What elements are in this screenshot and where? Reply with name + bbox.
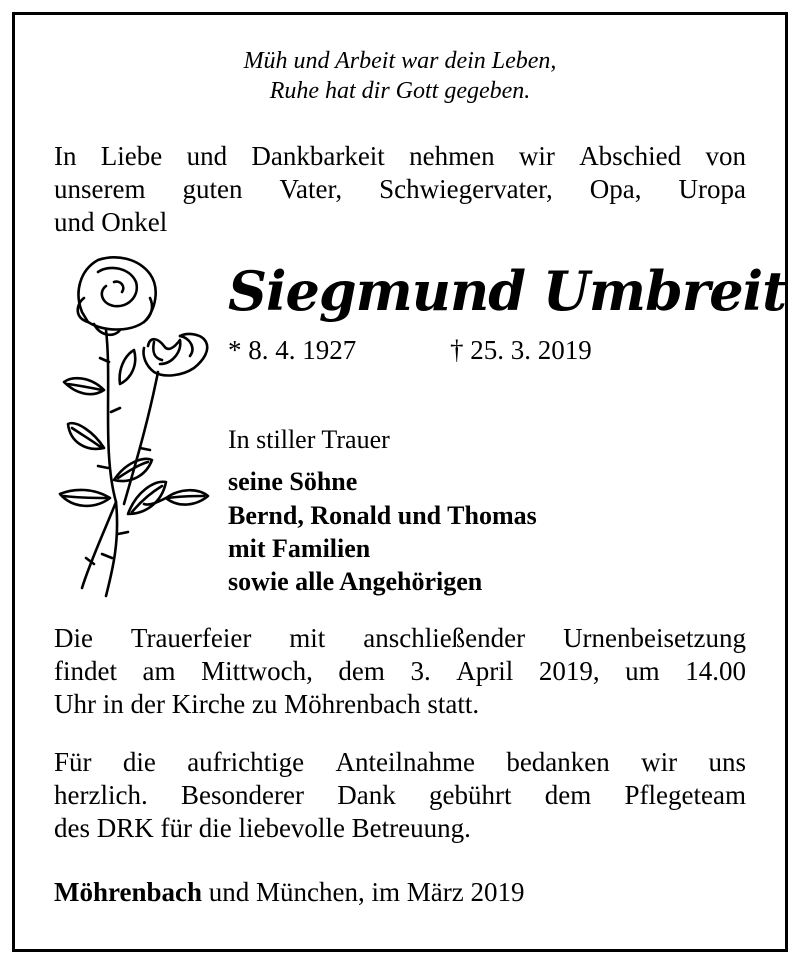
motto-line-1: Müh und Arbeit war dein Leben,	[243, 48, 557, 74]
closing-line	[54, 876, 746, 909]
closing-rest: und München, im März 2019	[202, 877, 525, 907]
intro-line-2: unserem guten Vater, Schwiegervater, Opa, Uropa	[54, 174, 746, 204]
intro-text	[54, 140, 746, 239]
intro-line-3: und Onkel	[54, 207, 168, 237]
mourner-line-1: seine Söhne	[228, 467, 358, 496]
funeral-line-1: Die Trauerfeier mit anschließender Urnenbeisetzung	[54, 623, 746, 653]
mourner-line-3: mit Familien	[228, 534, 371, 563]
thanks-text	[54, 746, 746, 845]
thanks-line-3: des DRK für die liebevolle Betreuung.	[54, 813, 471, 843]
thanks-line-1: Für die aufrichtige Anteilnahme bedanken wir uns	[54, 747, 746, 777]
rose-icon	[54, 252, 216, 600]
deceased-name: Siegmund Umbreit	[228, 259, 787, 323]
mourning-heading: In stiller Trauer	[228, 425, 390, 454]
motto-line-2: Ruhe hat dir Gott gegeben.	[269, 78, 531, 104]
funeral-line-3: Uhr in der Kirche zu Möhrenbach statt.	[54, 689, 480, 719]
funeral-line-2: findet am Mittwoch, dem 3. April 2019, um 14.00	[54, 656, 746, 686]
death-date: † 25. 3. 2019	[450, 335, 592, 365]
birth-date: * 8. 4. 1927	[228, 335, 357, 365]
funeral-text	[54, 622, 746, 721]
intro-line-1: In Liebe und Dankbarkeit nehmen wir Abschied von	[54, 141, 746, 171]
mourner-line-4: sowie alle Angehörigen	[228, 567, 483, 596]
closing-place: Möhrenbach	[54, 877, 203, 907]
thanks-line-2: herzlich. Besonderer Dank gebührt dem Pflegeteam	[54, 780, 746, 810]
mourner-line-2: Bernd, Ronald und Thomas	[228, 501, 537, 530]
